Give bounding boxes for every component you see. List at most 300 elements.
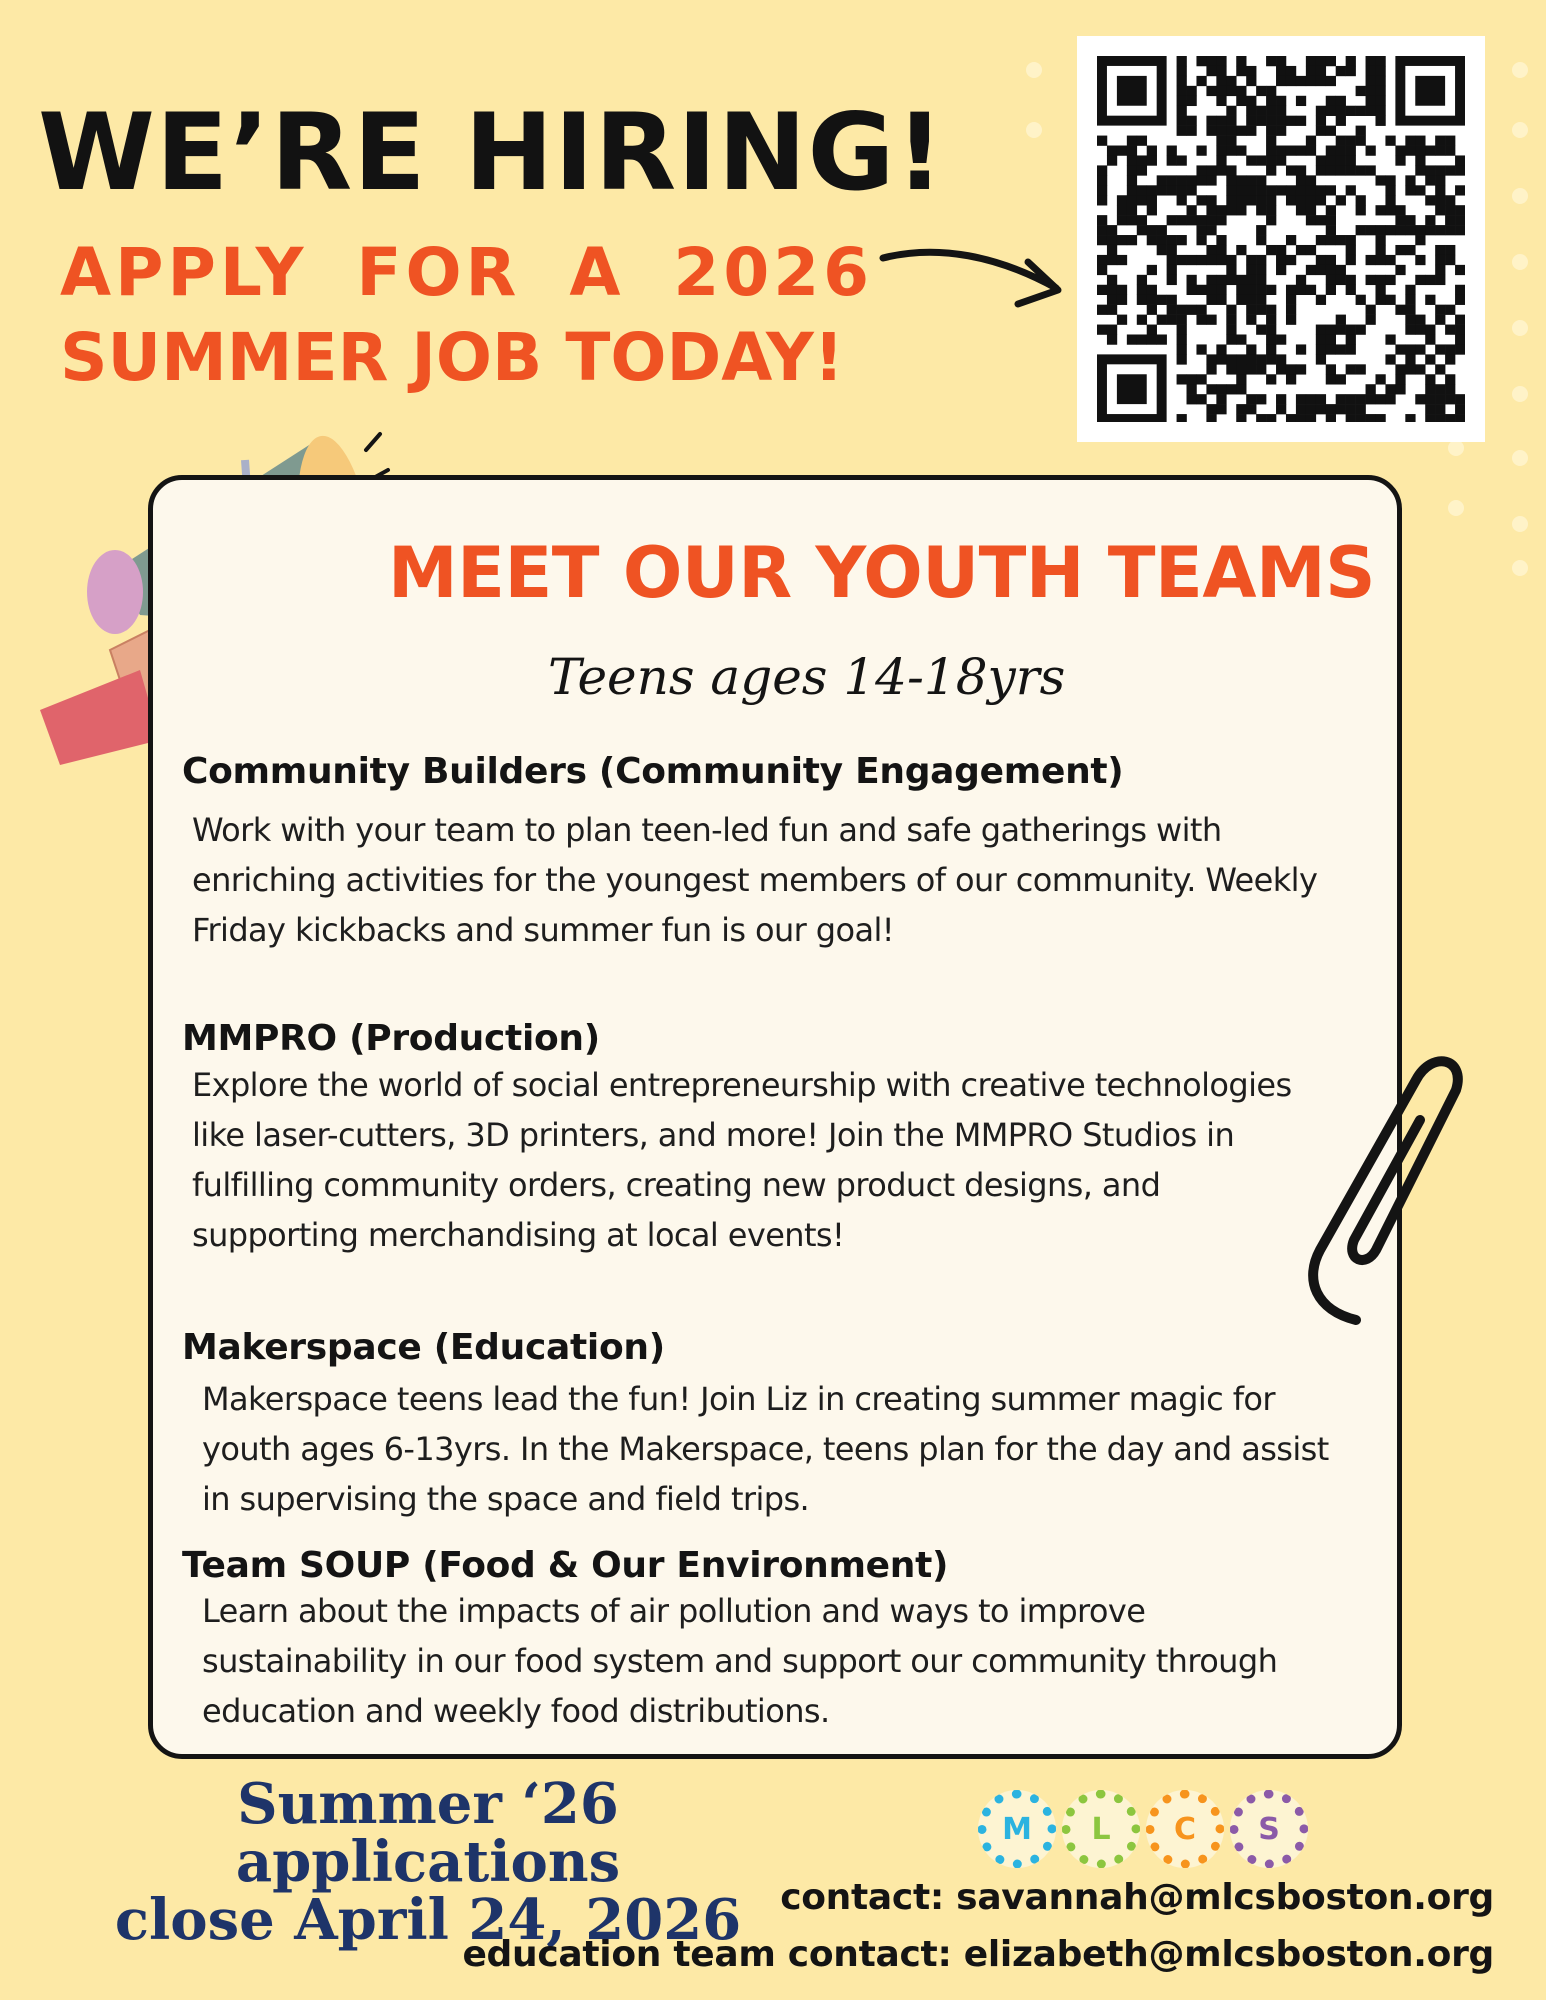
qr-module (1226, 255, 1236, 265)
qr-module (1246, 106, 1256, 116)
qr-module (1336, 235, 1346, 245)
qr-module (1316, 66, 1326, 76)
qr-module (1356, 86, 1366, 96)
qr-module (1216, 404, 1226, 414)
qr-module (1336, 106, 1346, 116)
qr-module (1415, 364, 1425, 374)
qr-module (1216, 116, 1226, 126)
qr-module (1405, 344, 1415, 354)
qr-module (1395, 384, 1405, 394)
team-title: Team SOUP (Food & Our Environment) (182, 1545, 949, 1586)
qr-module (1425, 215, 1435, 225)
qr-module (1336, 404, 1346, 414)
qr-module (1395, 215, 1405, 225)
qr-module (1177, 66, 1187, 76)
logo-badge-l: L (1062, 1790, 1140, 1868)
qr-module (1425, 394, 1435, 404)
qr-module (1326, 364, 1336, 374)
qr-module (1375, 116, 1385, 126)
qr-module (1177, 414, 1187, 422)
qr-module (1445, 205, 1455, 215)
qr-module (1147, 146, 1157, 156)
qr-module (1187, 185, 1197, 195)
qr-module (1415, 325, 1425, 335)
qr-module (1326, 155, 1336, 165)
qr-module (1296, 165, 1306, 175)
qr-module (1147, 334, 1157, 344)
qr-module (1127, 195, 1137, 205)
qr-module (1296, 185, 1306, 195)
qr-module (1206, 126, 1216, 136)
qr-module (1336, 275, 1346, 285)
qr-module (1107, 285, 1117, 295)
qr-module (1167, 315, 1177, 325)
qr-module (1226, 86, 1236, 96)
qr-module (1177, 215, 1187, 225)
qr-module (1375, 205, 1385, 215)
qr-module (1256, 195, 1266, 205)
qr-module (1206, 116, 1216, 126)
qr-module (1157, 225, 1167, 235)
qr-module (1286, 374, 1296, 384)
qr-module (1455, 215, 1465, 225)
qr-module (1216, 285, 1226, 295)
qr-module (1236, 275, 1246, 285)
qr-module (1326, 255, 1336, 265)
qr-module (1167, 265, 1177, 275)
qr-module (1157, 245, 1167, 255)
qr-module (1415, 225, 1425, 235)
qr-module (1256, 235, 1266, 245)
qr-module (1316, 325, 1326, 335)
qr-module (1296, 96, 1306, 106)
qr-module (1445, 255, 1455, 265)
qr-module (1405, 305, 1415, 315)
qr-module (1385, 384, 1395, 394)
qr-module (1415, 185, 1425, 195)
qr-module (1405, 285, 1415, 295)
qr-module (1256, 86, 1266, 96)
qr-module (1455, 265, 1465, 275)
qr-module (1246, 295, 1256, 305)
qr-module (1117, 235, 1127, 245)
qr-module (1276, 155, 1286, 165)
qr-module (1266, 185, 1276, 195)
qr-module (1296, 245, 1306, 255)
qr-module (1366, 394, 1376, 404)
qr-module (1435, 315, 1445, 325)
qr-module (1246, 76, 1256, 86)
qr-module (1296, 116, 1306, 126)
qr-module (1375, 295, 1385, 305)
qr-module (1346, 364, 1356, 374)
qr-module (1216, 344, 1226, 354)
qr-module (1266, 195, 1276, 205)
qr-module (1415, 136, 1425, 146)
qr-module (1117, 146, 1127, 156)
qr-module (1276, 185, 1286, 195)
qr-module (1127, 334, 1137, 344)
qr-module (1405, 175, 1415, 185)
qr-module (1157, 315, 1167, 325)
qr-module (1316, 255, 1326, 265)
qr-module (1356, 325, 1366, 335)
qr-module (1425, 354, 1435, 364)
qr-module (1445, 414, 1455, 422)
qr-module (1336, 195, 1346, 205)
qr-module (1346, 146, 1356, 156)
qr-module (1316, 195, 1326, 205)
qr-module (1326, 235, 1336, 245)
qr-module (1177, 175, 1187, 185)
qr-module (1196, 195, 1206, 205)
qr-module (1366, 275, 1376, 285)
qr-module (1435, 344, 1445, 354)
qr-module (1177, 325, 1187, 335)
qr-module (1216, 255, 1226, 265)
qr-module (1266, 146, 1276, 156)
qr-module (1356, 106, 1366, 116)
qr-module (1276, 66, 1286, 76)
qr-module (1147, 195, 1157, 205)
education-contact-email[interactable]: education team contact: elizabeth@mlcsboston.org (462, 1934, 1494, 1975)
qr-module (1296, 205, 1306, 215)
qr-module (1177, 334, 1187, 344)
qr-module (1097, 175, 1107, 185)
qr-module (1435, 265, 1445, 275)
qr-module (1216, 136, 1226, 146)
qr-module (1276, 334, 1286, 344)
qr-module (1326, 146, 1336, 156)
qr-module (1266, 136, 1276, 146)
qr-module (1236, 205, 1246, 215)
qr-module (1236, 66, 1246, 76)
qr-module (1256, 116, 1266, 126)
hiring-title: WE’RE HIRING! (38, 91, 945, 214)
qr-module (1206, 295, 1216, 305)
qr-module (1196, 394, 1206, 404)
qr-module (1346, 334, 1356, 344)
qr-module (1276, 354, 1286, 364)
qr-module (1097, 255, 1107, 265)
qr-module (1425, 225, 1435, 235)
qr-module (1326, 225, 1336, 235)
team-description: Makerspace teens lead the fun! Join Liz in creating summer magic for youth ages 6-13yrs. In the Makerspace, teens plan for the day and assist in supervising the space and field trips. (202, 1380, 1329, 1518)
qr-module (1206, 285, 1216, 295)
qr-module (1316, 126, 1326, 136)
qr-module (1425, 175, 1435, 185)
qr-module (1236, 384, 1246, 394)
qr-module (1346, 404, 1356, 414)
qr-module (1256, 175, 1266, 185)
qr-module (1346, 344, 1356, 354)
qr-module (1206, 225, 1216, 235)
qr-module (1425, 195, 1435, 205)
qr-module (1366, 315, 1376, 325)
qr-module (1266, 354, 1276, 364)
qr-module (1266, 126, 1276, 136)
qr-module (1187, 86, 1197, 96)
qr-module (1216, 384, 1226, 394)
qr-module (1346, 155, 1356, 165)
qr-module (1395, 364, 1405, 374)
qr-module (1366, 66, 1376, 76)
qr-module (1167, 295, 1177, 305)
qr-module (1375, 394, 1385, 404)
contact-email[interactable]: contact: savannah@mlcsboston.org (780, 1877, 1494, 1918)
qr-module (1147, 305, 1157, 315)
qr-module (1346, 235, 1356, 245)
card-subheading: Teens ages 14-18yrs (548, 648, 1066, 706)
qr-module (1375, 414, 1385, 422)
qr-module (1147, 265, 1157, 275)
qr-module (1216, 205, 1226, 215)
qr-module (1246, 394, 1256, 404)
qr-module (1097, 305, 1107, 315)
qr-module (1097, 325, 1107, 335)
qr-module (1256, 265, 1266, 275)
qr-module (1226, 354, 1236, 364)
qr-module (1435, 364, 1445, 374)
team-description: Work with your team to plan teen-led fun and safe gatherings with enriching activities for the youngest members of our community. Weekly Friday kickbacks and summer fun is our goal! (192, 811, 1318, 949)
qr-module (1137, 155, 1147, 165)
qr-module (1326, 56, 1336, 66)
qr-module (1326, 285, 1336, 295)
qr-module (1296, 275, 1306, 285)
qr-module (1445, 165, 1455, 175)
qr-module (1256, 394, 1266, 404)
qr-module (1226, 136, 1236, 146)
qr-module (1346, 325, 1356, 335)
qr-module (1196, 235, 1206, 245)
qr-module (1316, 394, 1326, 404)
qr-module (1445, 225, 1455, 235)
qr-module (1206, 364, 1216, 374)
qr-module (1177, 315, 1187, 325)
qr-module (1266, 215, 1276, 225)
qr-module (1435, 136, 1445, 146)
qr-module (1266, 374, 1276, 384)
qr-module (1336, 374, 1346, 384)
deadline-line-2: close April 24, 2026 (114, 1887, 742, 1953)
qr-module (1107, 146, 1117, 156)
qr-module (1226, 126, 1236, 136)
qr-module (1326, 275, 1336, 285)
qr-module (1326, 126, 1336, 136)
qr-module (1316, 155, 1326, 165)
qr-module (1266, 116, 1276, 126)
qr-module (1435, 255, 1445, 265)
qr-module (1356, 205, 1366, 215)
qr-module (1246, 344, 1256, 354)
qr-module (1326, 215, 1336, 225)
qr-module (1196, 215, 1206, 225)
qr-module (1385, 295, 1395, 305)
qr-module (1435, 394, 1445, 404)
qr-module (1256, 285, 1266, 295)
qr-module (1395, 305, 1405, 315)
qr-module (1336, 136, 1346, 146)
qr-module (1455, 185, 1465, 195)
qr-module (1216, 66, 1226, 76)
qr-module (1266, 325, 1276, 335)
qr-module (1395, 146, 1405, 156)
qr-module (1137, 334, 1147, 344)
qr-module (1226, 185, 1236, 195)
qr-module (1306, 146, 1316, 156)
qr-module (1206, 195, 1216, 205)
qr-module (1405, 146, 1415, 156)
qr-module (1266, 205, 1276, 215)
qr-module (1157, 185, 1167, 195)
qr-module (1167, 235, 1177, 245)
qr-module (1276, 76, 1286, 86)
qr-module (1256, 325, 1266, 335)
qr-module (1206, 66, 1216, 76)
qr-module (1455, 285, 1465, 295)
qr-module (1266, 86, 1276, 96)
qr-module (1196, 255, 1206, 265)
qr-module (1226, 265, 1236, 275)
qr-module (1366, 255, 1376, 265)
qr-module (1117, 285, 1127, 295)
qr-module (1147, 155, 1157, 165)
qr-module (1157, 334, 1167, 344)
qr-module (1375, 76, 1385, 86)
qr-module (1326, 404, 1336, 414)
qr-module (1415, 255, 1425, 265)
qr-module (1385, 175, 1395, 185)
qr-module (1107, 275, 1117, 285)
qr-module (1226, 275, 1236, 285)
qr-module (1445, 374, 1455, 384)
qr-module (1296, 414, 1306, 422)
qr-module (1216, 76, 1226, 86)
qr-module (1336, 394, 1346, 404)
qr-module (1435, 175, 1445, 185)
qr-module (1296, 146, 1306, 156)
qr-module (1236, 126, 1246, 136)
qr-module (1196, 285, 1206, 295)
qr-module (1187, 205, 1197, 215)
qr-module (1455, 295, 1465, 305)
qr-module (1395, 225, 1405, 235)
qr-module (1425, 295, 1435, 305)
qr-module (1435, 185, 1445, 195)
qr-module (1137, 165, 1147, 175)
qr-module (1316, 106, 1326, 116)
qr-module (1256, 295, 1266, 305)
qr-code[interactable] (1077, 36, 1485, 442)
qr-module (1316, 56, 1326, 66)
qr-module (1445, 384, 1455, 394)
qr-module (1147, 205, 1157, 215)
qr-module (1316, 165, 1326, 175)
qr-module (1415, 235, 1425, 245)
qr-module (1286, 364, 1296, 374)
qr-module (1455, 325, 1465, 335)
qr-module (1306, 175, 1316, 185)
qr-module (1206, 384, 1216, 394)
qr-module (1375, 245, 1385, 255)
qr-module (1216, 235, 1226, 245)
qr-module (1415, 146, 1425, 156)
qr-module (1306, 245, 1316, 255)
qr-module (1187, 275, 1197, 285)
qr-module (1167, 146, 1177, 156)
qr-module (1256, 255, 1266, 265)
qr-module (1316, 185, 1326, 195)
qr-module (1395, 265, 1405, 275)
qr-module (1415, 315, 1425, 325)
qr-module (1107, 325, 1117, 335)
qr-module (1107, 235, 1117, 245)
qr-module (1385, 255, 1395, 265)
qr-module (1346, 165, 1356, 175)
qr-module (1196, 76, 1206, 86)
qr-module (1455, 394, 1465, 404)
qr-module (1137, 195, 1147, 205)
logo-badge-m: M (978, 1790, 1056, 1868)
qr-module (1276, 255, 1286, 265)
qr-module (1127, 235, 1137, 245)
qr-module (1187, 96, 1197, 106)
qr-module (1256, 364, 1266, 374)
qr-module (1385, 136, 1395, 146)
qr-module (1375, 86, 1385, 96)
qr-module (1266, 155, 1276, 165)
qr-module (1127, 175, 1137, 185)
qr-module (1177, 305, 1187, 315)
qr-module (1216, 354, 1226, 364)
qr-module (1226, 165, 1236, 175)
qr-module (1425, 325, 1435, 335)
qr-module (1455, 334, 1465, 344)
qr-module (1097, 265, 1107, 275)
qr-module (1326, 106, 1336, 116)
qr-module (1425, 334, 1435, 344)
qr-module (1266, 414, 1276, 422)
qr-module (1356, 126, 1366, 136)
qr-module (1336, 165, 1346, 175)
qr-module (1147, 285, 1157, 295)
qr-module (1445, 245, 1455, 255)
qr-module (1435, 146, 1445, 156)
qr-module (1286, 315, 1296, 325)
qr-module (1306, 136, 1316, 146)
qr-module (1405, 315, 1415, 325)
qr-module (1445, 354, 1455, 364)
qr-module (1226, 315, 1236, 325)
qr-module (1276, 106, 1286, 116)
qr-module (1246, 354, 1256, 364)
qr-module (1286, 116, 1296, 126)
qr-module (1356, 136, 1366, 146)
qr-module (1206, 354, 1216, 364)
qr-module (1236, 374, 1246, 384)
qr-module (1445, 325, 1455, 335)
qr-module (1246, 305, 1256, 315)
qr-module (1177, 86, 1187, 96)
logo-badge-c: C (1146, 1790, 1224, 1868)
qr-module (1346, 394, 1356, 404)
qr-module (1326, 185, 1336, 195)
qr-module (1286, 305, 1296, 315)
qr-module (1276, 126, 1286, 136)
qr-module (1346, 185, 1356, 195)
qr-module (1097, 215, 1107, 225)
qr-module (1366, 106, 1376, 116)
